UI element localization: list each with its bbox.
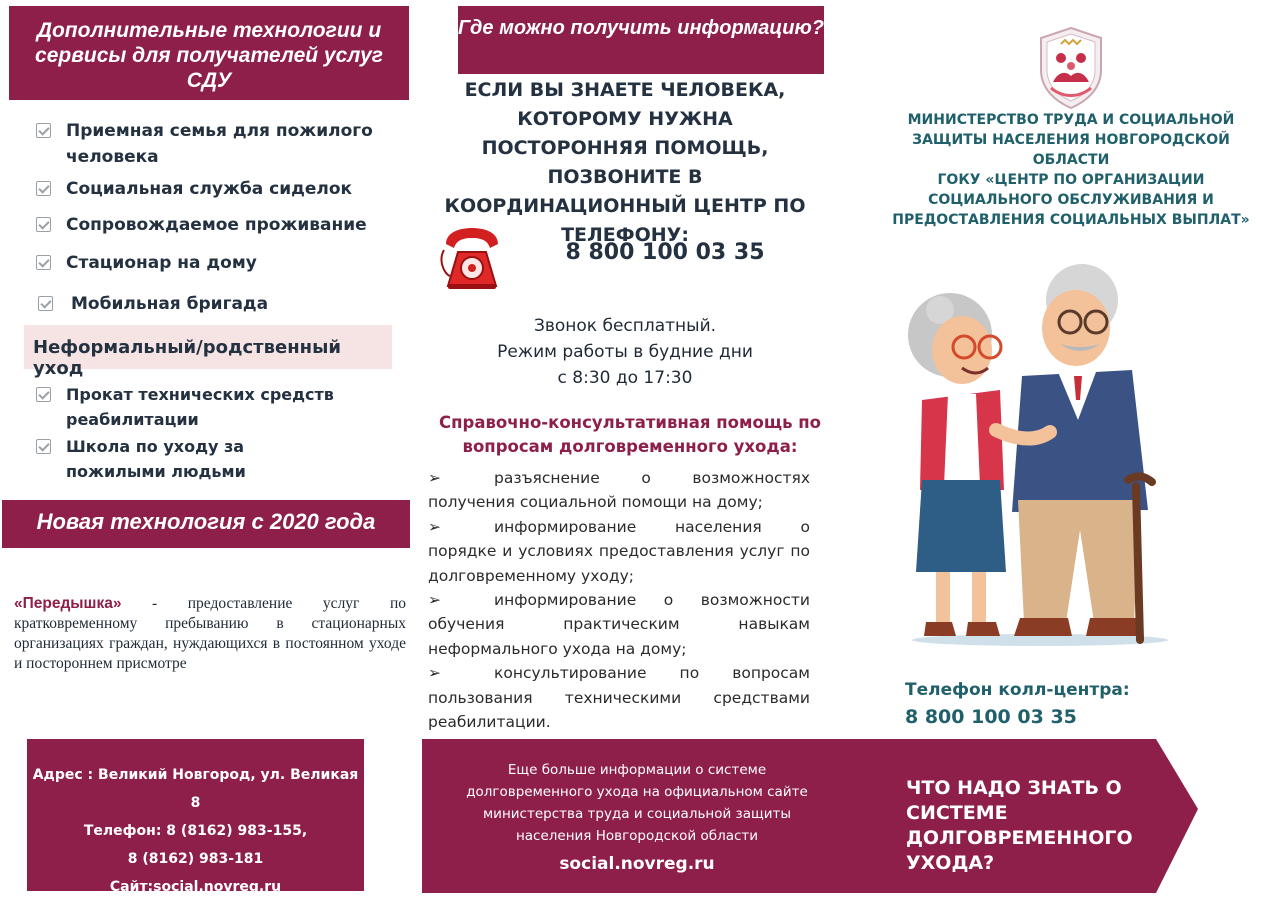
address-line: Адрес : Великий Новгород, ул. Великая 8 (32, 767, 359, 811)
service-item (36, 250, 406, 276)
list-item (428, 466, 810, 515)
service-label: Мобильная бригада (71, 294, 269, 314)
list-item-text: информирование населения о порядке и условиях предоставления услуг по долговременному уходу; (428, 517, 810, 585)
help-title: Справочно-консультативная помощь по вопросам долговременного ухода: (439, 413, 821, 456)
more-info-text: Еще больше информации о системе долговременного ухода на официальном сайте министерства труда и социальной защиты населения Новгородской области (466, 762, 808, 844)
service-item (36, 212, 406, 238)
site-line[interactable]: Сайт:social.novreg.ru (109, 879, 282, 895)
list-item (428, 515, 810, 588)
informal-service-item (36, 382, 406, 432)
info-where-banner: Где можно получить информацию? (458, 6, 824, 74)
call-heading: ЕСЛИ ВЫ ЗНАЕТЕ ЧЕЛОВЕКА, КОТОРОМУ НУЖНА ПОСТОРОННЯЯ ПОМОЩЬ, ПОЗВОНИТЕ В КООРДИНАЦИОННЫЙ ЦЕНТР ПО ТЕЛЕФОНУ: (444, 79, 806, 246)
official-site-link[interactable]: social.novreg.ru (559, 854, 715, 874)
informal-care-heading: Неформальный/родственный уход (24, 325, 392, 369)
new-technology-banner: Новая технология с 2020 года (2, 500, 410, 548)
arrow-bullet-icon: ➢ (428, 591, 441, 610)
arrow-bullet-icon: ➢ (428, 664, 441, 683)
informal-service-item (36, 434, 406, 484)
service-label: Стационар на дому (66, 253, 257, 273)
service-item (38, 291, 408, 317)
service-label: Социальная служба сиделок (66, 179, 353, 199)
ministry-emblem-icon (1037, 26, 1105, 110)
service-label: Сопровождаемое проживание (66, 215, 367, 235)
hotline-number[interactable]: 8 800 100 03 35 (565, 240, 765, 265)
checkbox-icon (36, 255, 51, 270)
service-item (36, 176, 406, 202)
callcenter-label: Телефон колл-центра: (905, 680, 1130, 700)
telephone-icon (440, 226, 504, 292)
service-label: Прокат технических средств реабилитации (66, 385, 334, 429)
list-item-text: консультирование по вопросам пользования техническими средствами реабилитации. (428, 664, 810, 732)
phone-line: 8 (8162) 983-181 (127, 851, 264, 867)
checkbox-icon (36, 181, 51, 196)
respite-name: «Передышка» (14, 595, 122, 612)
respite-description (14, 594, 406, 674)
elderly-couple-illustration (900, 250, 1180, 650)
service-item (36, 118, 406, 170)
hours-line: с 8:30 до 17:30 (557, 368, 693, 388)
callcenter-phone[interactable]: 8 800 100 03 35 (905, 706, 1077, 728)
service-label: Приемная семья для пожилого человека (66, 121, 373, 167)
respite-text: - предоставление услуг по кратковременному пребыванию в стационарных организациях граждан, нуждающихся в постоянном уходе и постороннем присмотре (14, 595, 406, 672)
ministry-name: МИНИСТЕРСТВО ТРУДА И СОЦИАЛЬНОЙ ЗАЩИТЫ НАСЕЛЕНИЯ НОВГОРОДСКОЙ ОБЛАСТИ (907, 112, 1235, 168)
arrow-bullet-icon: ➢ (428, 517, 441, 536)
free-call-note: Звонок бесплатный. (533, 316, 717, 336)
service-label: Школа по уходу за пожилыми людьми (66, 437, 246, 481)
address-box (27, 739, 364, 895)
phone-line: Телефон: 8 (8162) 983-155, (83, 823, 308, 839)
center-name: ГОКУ «ЦЕНТР ПО ОРГАНИЗАЦИИ СОЦИАЛЬНОГО ОБСЛУЖИВАНИЯ И ПРЕДОСТАВЛЕНИЯ СОЦИАЛЬНЫХ ВЫПЛАТ» (892, 172, 1250, 228)
left-banner-title: Дополнительные технологии и сервисы для получателей услуг СДУ (9, 6, 409, 100)
list-item (428, 661, 810, 734)
list-item-text: разъяснение о возможностях получения социальной помощи на дому; (428, 469, 810, 512)
list-item-text: информирование о возможности обучения практическим навыкам неформального ухода на дому; (428, 591, 810, 658)
checkbox-icon (36, 217, 51, 232)
checkbox-icon (36, 439, 51, 454)
long-term-care-question: ЧТО НАДО ЗНАТЬ О СИСТЕМЕ ДОЛГОВРЕМЕННОГО УХОДА? (906, 777, 1133, 874)
checkbox-icon (36, 123, 51, 138)
hours-line: Режим работы в будние дни (497, 342, 753, 362)
working-hours (455, 313, 795, 391)
arrow-bullet-icon: ➢ (428, 469, 441, 487)
list-item (428, 588, 810, 661)
checkbox-icon (36, 387, 51, 402)
help-list (428, 466, 810, 734)
more-info-box (422, 739, 852, 893)
checkbox-icon (38, 296, 53, 311)
